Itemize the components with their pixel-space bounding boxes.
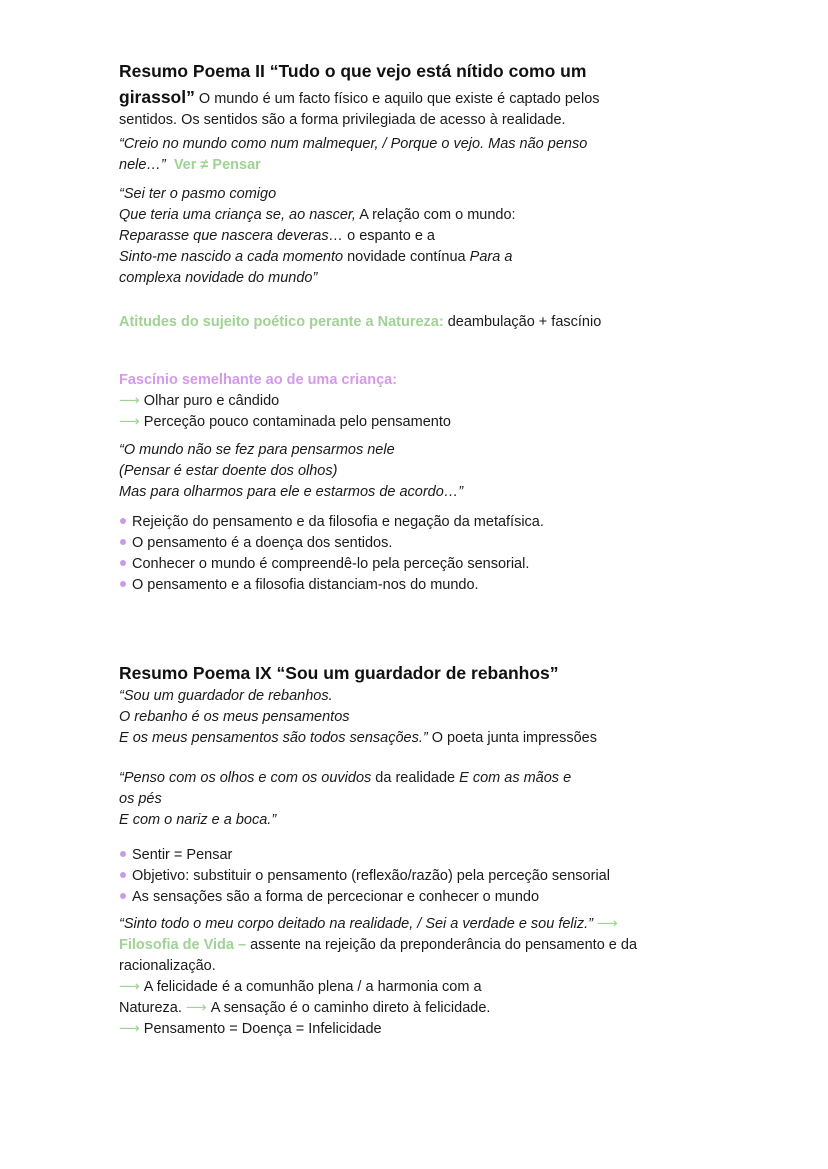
poem2-quote1: [119, 134, 719, 176]
list-item: [119, 866, 719, 887]
bullet-icon: [120, 893, 126, 899]
fascinio-section: [119, 370, 719, 433]
list-item-text: As sensações são a forma de percecionar e conhecer o mundo: [132, 889, 540, 905]
poem9-quote2-italic: “Penso com os olhos e com os ouvidos: [119, 770, 372, 786]
arrow-icon: ⟶: [185, 1000, 207, 1016]
list-item: [119, 554, 719, 575]
attitudes-line: [119, 312, 719, 333]
poem2-quote3: [119, 440, 719, 503]
list-item-text: Objetivo: substituir o pensamento (reflexão/razão) pela perceção sensorial: [132, 868, 610, 884]
poem2-title-line1: Resumo Poema II “Tudo o que vejo está nítido como um: [119, 61, 587, 81]
poem9-bullets: [119, 845, 719, 908]
sensacao-text: A sensação é o caminho direto à felicidade.: [210, 1000, 491, 1016]
bullet-icon: [120, 581, 126, 587]
fascinio-item-text: Perceção pouco contaminada pelo pensamento: [143, 414, 451, 430]
quote2-line4-note: novidade contínua: [343, 249, 470, 265]
attitudes-value: deambulação + fascínio: [443, 314, 602, 330]
quote2-line4: [119, 247, 719, 268]
bullet-icon: [120, 518, 126, 524]
filosofia-text: assente na rejeição da preponderância do pensamento e da: [246, 937, 638, 953]
poem2-quote2: [119, 184, 719, 289]
quote2-line2-note: A relação com o mundo:: [355, 207, 516, 223]
poem9-quote2-line1: [119, 768, 719, 789]
quote2-line2: [119, 205, 719, 226]
quote1-line2: [119, 155, 719, 176]
ver-pensar-tag: Ver ≠ Pensar: [173, 157, 261, 173]
poem9-quote2-italic2: E com as mãos e: [459, 770, 572, 786]
poem9-quote3: [119, 914, 719, 935]
arrow-icon: ⟶: [119, 414, 140, 430]
list-item: [119, 533, 719, 554]
quote2-line3-italic: Reparasse que nascera deveras…: [119, 228, 344, 244]
fascinio-title: Fascínio semelhante ao de uma criança:: [119, 372, 398, 388]
natureza-line: [119, 998, 719, 1019]
list-item-text: O pensamento é a doença dos sentidos.: [132, 535, 393, 551]
list-item: [119, 512, 719, 533]
poem2-summary-a: O mundo é um facto físico e aquilo que existe é captado pelos: [194, 91, 600, 107]
arrow-icon: ⟶: [119, 1021, 140, 1037]
list-item-text: Sentir = Pensar: [132, 847, 233, 863]
quote2-line4-italic2: Para a: [469, 249, 513, 265]
fascinio-item-text: Olhar puro e cândido: [143, 393, 280, 409]
arrow-icon: ⟶: [119, 979, 140, 995]
filosofia-label: Filosofia de Vida –: [119, 937, 247, 953]
quote1-line1: “Creio no mundo como num malmequer, / Porque o vejo. Mas não penso: [119, 136, 588, 152]
list-item: [119, 887, 719, 908]
poem9-quote1-line1: “Sou um guardador de rebanhos.: [119, 688, 333, 704]
filosofia-line: [119, 935, 719, 956]
felicidade-text: A felicidade é a comunhão plena / a harmonia com a: [143, 979, 482, 995]
list-item-text: Conhecer o mundo é compreendê-lo pela perceção sensorial.: [132, 556, 530, 572]
poem9-quote1-line2: O rebanho é os meus pensamentos: [119, 709, 350, 725]
quote2-line2-italic: Que teria uma criança se, ao nascer,: [119, 207, 356, 223]
poem2-intro: [119, 58, 719, 131]
poem9-quote2-line3: E com o nariz e a boca.”: [119, 812, 277, 828]
poem2-title-girassol: girassol”: [119, 87, 195, 107]
racionalizacao-line: racionalização.: [119, 958, 216, 974]
quote3-line1: “O mundo não se fez para pensarmos nele: [119, 442, 395, 458]
list-item-text: Rejeição do pensamento e da filosofia e negação da metafísica.: [132, 514, 544, 530]
poem9-section: [119, 660, 719, 749]
poem2-bullets: [119, 512, 719, 596]
quote2-line5: complexa novidade do mundo”: [119, 270, 318, 286]
quote3-line2: (Pensar é estar doente dos olhos): [119, 463, 338, 479]
bullet-icon: [120, 539, 126, 545]
bullet-icon: [120, 872, 126, 878]
poem9-quote1-note: O poeta junta impressões: [427, 730, 597, 746]
fascinio-item: [119, 391, 719, 412]
pensamento-text: Pensamento = Doença = Infelicidade: [143, 1021, 382, 1037]
natureza-text: Natureza.: [119, 1000, 182, 1016]
quote2-line1: “Sei ter o pasmo comigo: [119, 186, 277, 202]
attitudes: [119, 312, 719, 333]
fascinio-item: [119, 412, 719, 433]
quote2-line3-note: o espanto e a: [343, 228, 435, 244]
poem9-quote2-line2: os pés: [119, 791, 162, 807]
felicidade-line: [119, 977, 719, 998]
arrow-icon: ⟶: [119, 393, 140, 409]
poem9-quote3-text: “Sinto todo o meu corpo deitado na realidade, / Sei a verdade e sou feliz.”: [119, 916, 593, 932]
poem9-quote2: [119, 768, 719, 831]
poem9-quote1-italic: E os meus pensamentos são todos sensações.”: [119, 730, 428, 746]
arrow-icon: ⟶: [597, 916, 618, 932]
bullet-icon: [120, 851, 126, 857]
list-item: [119, 845, 719, 866]
list-item: [119, 575, 719, 596]
bullet-icon: [120, 560, 126, 566]
quote3-line3: Mas para olharmos para ele e estarmos de acordo…”: [119, 484, 464, 500]
pensamento-line: [119, 1019, 719, 1040]
quote2-line4-italic: Sinto-me nascido a cada momento: [119, 249, 344, 265]
poem2-summary-b: sentidos. Os sentidos são a forma privilegiada de acesso à realidade.: [119, 112, 566, 128]
poem2-title-line2: [119, 84, 719, 110]
quote1-text: nele…”: [119, 157, 166, 173]
attitudes-label: Atitudes do sujeito poético perante a Natureza:: [119, 314, 444, 330]
quote2-line3: [119, 226, 719, 247]
poem9-conclusion: [119, 914, 719, 1040]
list-item-text: O pensamento e a filosofia distanciam-nos do mundo.: [132, 577, 479, 593]
poem9-quote2-note: da realidade: [371, 770, 460, 786]
poem9-quote1-line3: [119, 728, 719, 749]
poem9-title: Resumo Poema IX “Sou um guardador de rebanhos”: [119, 663, 559, 683]
